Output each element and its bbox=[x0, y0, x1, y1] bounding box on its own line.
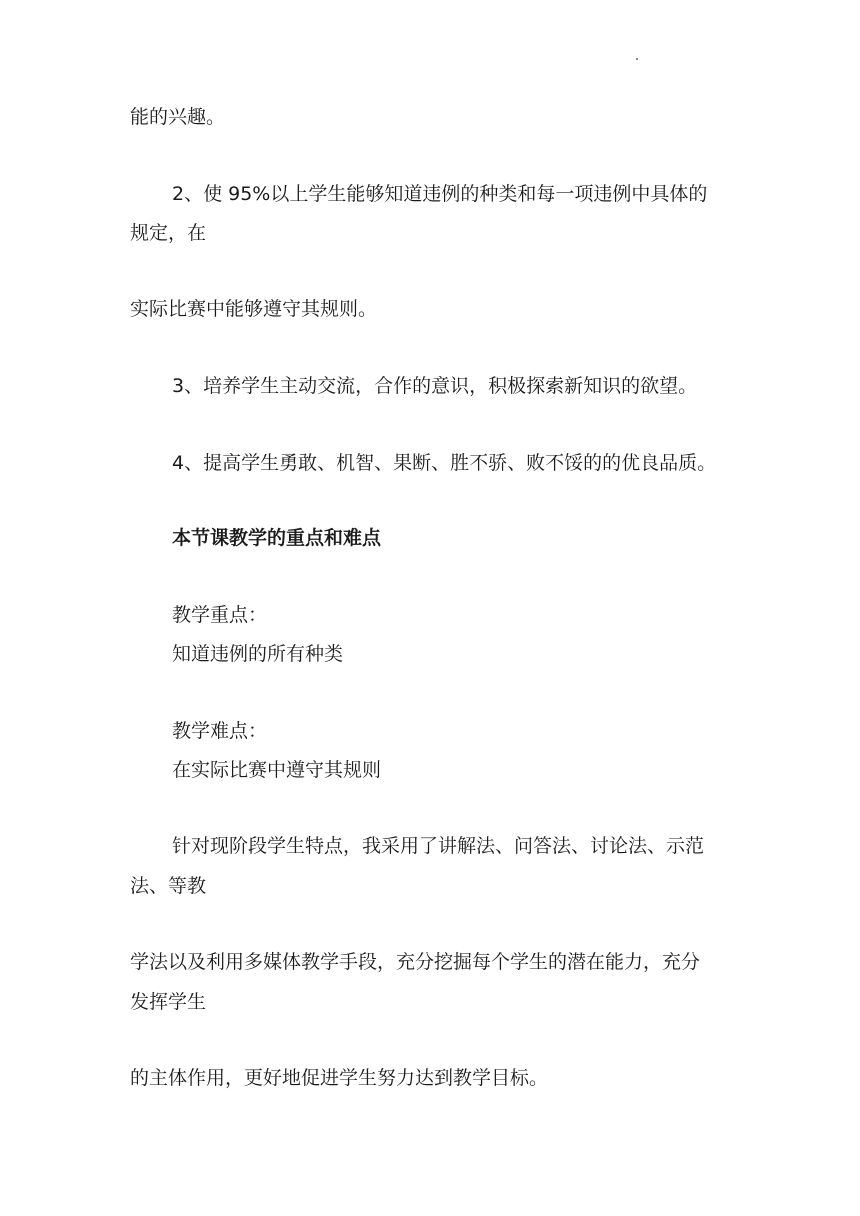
paragraph-line: 发挥学生 bbox=[130, 991, 207, 1013]
paragraph-line: 4、提高学生勇敢、机智、果断、胜不骄、败不馁的的优良品质。 bbox=[172, 452, 717, 474]
paragraph-line: 知道违例的所有种类 bbox=[172, 643, 344, 665]
paragraph-line: 3、培养学生主动交流，合作的意识，积极探索新知识的欲望。 bbox=[172, 375, 698, 397]
paragraph-line: 法、等教 bbox=[130, 875, 207, 897]
paragraph-line: 2、使 95%以上学生能够知道违例的种类和每一项违例中具体的 bbox=[172, 183, 708, 205]
label-line: 教学难点： bbox=[172, 720, 268, 742]
paragraph-line: 针对现阶段学生特点，我采用了讲解法、问答法、讨论法、示范 bbox=[172, 835, 705, 857]
section-heading: 本节课教学的重点和难点 bbox=[172, 527, 382, 549]
page-mark-dot bbox=[636, 58, 638, 60]
paragraph-line: 规定，在 bbox=[130, 222, 207, 244]
label-line: 教学重点： bbox=[172, 604, 268, 626]
paragraph-line: 在实际比赛中遵守其规则 bbox=[172, 759, 382, 781]
paragraph-line: 实际比赛中能够遵守其规则。 bbox=[130, 298, 378, 320]
paragraph-line: 学法以及利用多媒体教学手段，充分挖掘每个学生的潜在能力，充分 bbox=[130, 951, 701, 973]
paragraph-line: 能的兴趣。 bbox=[130, 106, 226, 128]
paragraph-line: 的主体作用，更好地促进学生努力达到教学目标。 bbox=[130, 1067, 549, 1089]
